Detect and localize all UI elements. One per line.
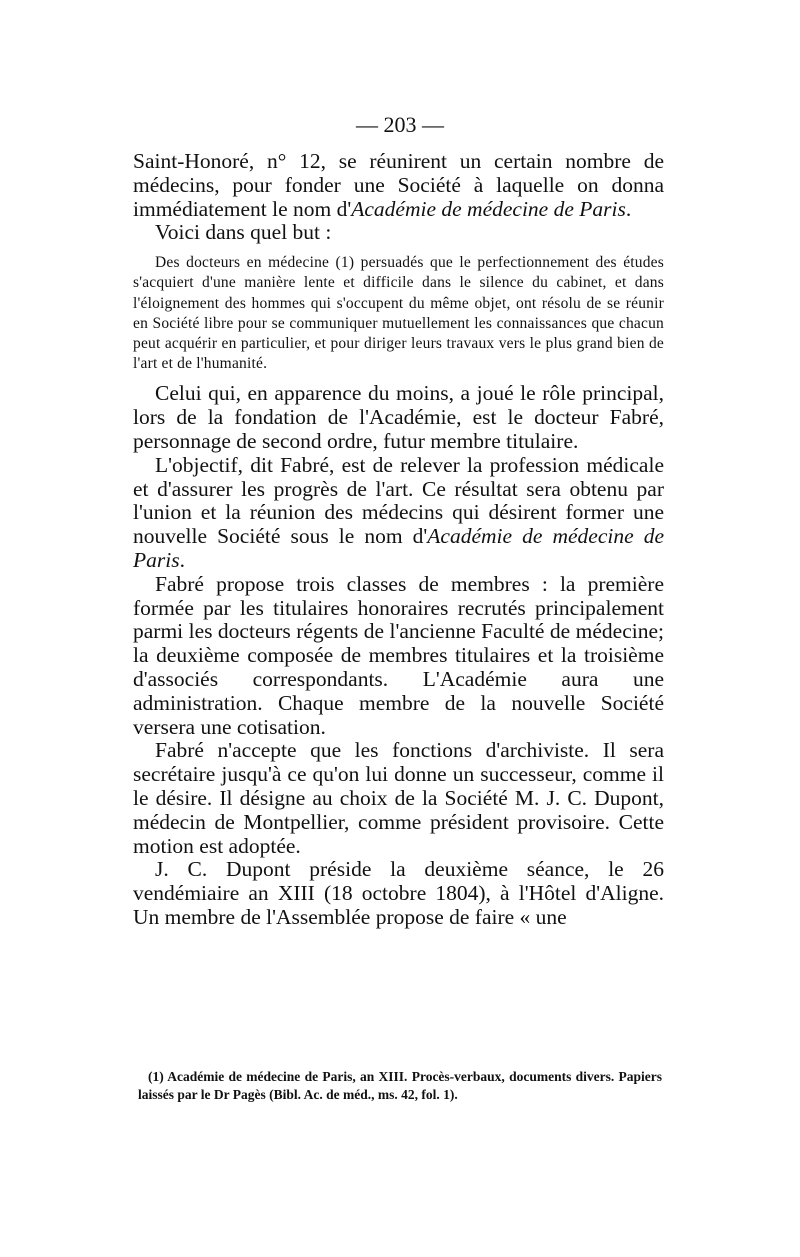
paragraph-1-italic: Académie de médecine de Paris (351, 196, 626, 221)
paragraph-6: Fabré n'accepte que les fonctions d'archiviste. Il sera secrétaire jusqu'à ce qu'on lui donne un successeur, comme il le désire. Il désigne au choix de la Société M. J. C. Dupont, médecin de Montpellier, comme président provisoire. Cette motion est adoptée. (133, 738, 664, 858)
paragraph-3: Celui qui, en apparence du moins, a joué le rôle principal, lors de la fondation de l'Académie, est le docteur Fabré, personnage de second ordre, futur membre titulaire. (133, 381, 664, 453)
page-number: — 203 — (356, 112, 444, 137)
paragraph-4 (133, 454, 664, 573)
body-text (133, 150, 664, 930)
paragraph-1-end: . (625, 196, 632, 221)
paragraph-1 (133, 150, 664, 221)
paragraph-2: Voici dans quel but : (155, 220, 332, 245)
paragraph-4-italic: Académie de médecine de Paris (133, 524, 664, 572)
paragraph-1-text: Saint-Honoré, n° 12, se réunirent un certain nombre de médecins, pour fonder une Société à laquelle on donna immédiatement le nom d' (133, 149, 664, 221)
footnote: (1) Académie de médecine de Paris, an XIII. Procès-verbaux, documents divers. Papiers laissés par le Dr Pagès (Bibl. Ac. de méd., ms. 42, fol. 1). (138, 1069, 662, 1102)
paragraph-5: Fabré propose trois classes de membres : la première formée par les titulaires honoraires recrutés principalement parmi les docteurs régents de l'ancienne Faculté de médecine; la deuxième composée de membres titulaires et la troisième d'associés correspondants. L'Académie aura une administration. Chaque membre de la nouvelle Société versera une cotisation. (133, 571, 664, 739)
quoted-passage: Des docteurs en médecine (1) persuadés que le perfectionnement des études s'acquiert d'une manière lente et difficile dans le silence du cabinet, et dans l'éloignement des hommes qui s'occupent du même objet, ont résolu de se réunir en Société libre pour se communiquer mutuellement les connaissances que chacun peut acquérir en particulier, et pour diriger leurs travaux vers le plus grand bien de l'art et de l'humanité. (133, 254, 664, 373)
paragraph-7: J. C. Dupont préside la deuxième séance, le 26 vendémiaire an XIII (18 octobre 1804), à l'Hôtel d'Aligne. Un membre de l'Assemblée propose de faire « une (133, 857, 664, 929)
paragraph-4-text: L'objectif, dit Fabré, est de relever la profession médicale et d'assurer les progrès de l'art. Ce résultat sera obtenu par l'union et la réunion des médecins qui désirent former une nouvelle Société sous le nom d' (133, 452, 664, 549)
paragraph-4-end: . (179, 547, 185, 572)
